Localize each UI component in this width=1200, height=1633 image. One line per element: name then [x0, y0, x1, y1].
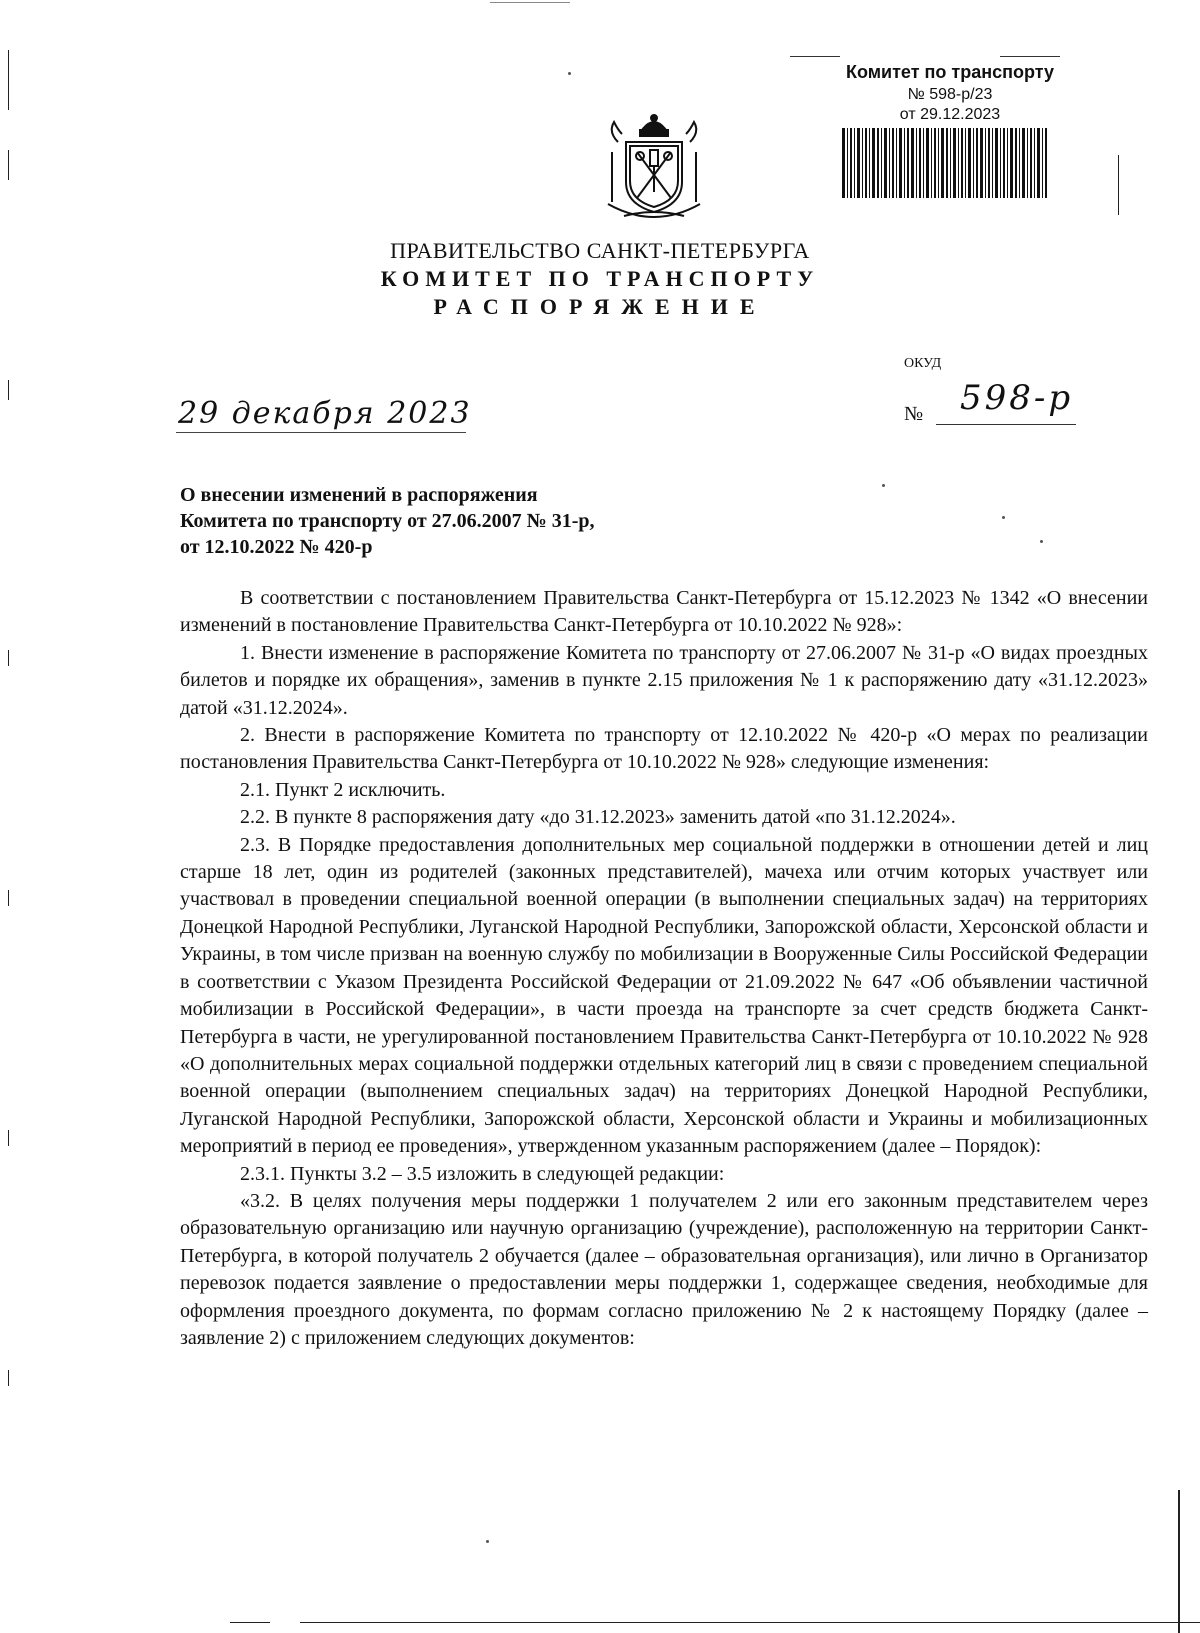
- paragraph: В соответствии с постановлением Правительства Санкт-Петербурга от 15.12.2023 № 1342 «О внесении изменений в постановление Правительства Санкт-Петербурга от 10.10.2022 № 928»:: [180, 587, 1148, 637]
- document-title: [180, 482, 595, 560]
- scan-artifact: [8, 380, 9, 400]
- paragraph: 2.3.1. Пункты 3.2 – 3.5 изложить в следующей редакции:: [240, 1162, 725, 1185]
- scan-artifact: [300, 1622, 1200, 1623]
- scan-artifact: [1118, 155, 1119, 215]
- paragraph: 2.3. В Порядке предоставления дополнительных мер социальной поддержки в отношении детей и лиц старше 18 лет, один из родителей (законных представителей), мачеха или отчим которых участвует или участвовал в проведении специальной военной операции (в выполнении специальных задач) на территориях Донецкой Народной Республики, Луганской Народной Республики, Запорожской области, Херсонской области и Украины, в том числе призван на военную службу по мобилизации в Вооруженные Силы Российской Федерации в соответствии с Указом Президента Российской Федерации от 21.09.2022 № 647 «Об объявлении частичной мобилизации в Российской Федерации», в части проезда на транспорте за счет средств бюджета Санкт-Петербурга в части, не урегулированной постановлением Правительства Санкт-Петербурга от 10.10.2022 № 928 «О дополнительных мерах социальной поддержки отдельных категорий лиц в связи с проведением специальной военной операции (выполнением специальных задач) на территориях Донецкой Народной Республики, Луганской Народной Республики, Запорожской области, Херсонской области и Украины и мобилизационных мероприятий в период ее проведения», утвержденном указанным распоряжением (далее – Порядок):: [180, 833, 1148, 1158]
- coat-of-arms-emblem: [604, 112, 704, 227]
- scan-artifact: [8, 650, 9, 666]
- document-type: РАСПОРЯЖЕНИЕ: [433, 294, 767, 319]
- scan-artifact: [1002, 516, 1005, 519]
- scan-artifact: [1040, 540, 1043, 543]
- scan-artifact: [882, 484, 885, 487]
- scan-artifact: [8, 1130, 9, 1146]
- registration-org: Комитет по транспорту: [845, 62, 1054, 82]
- scan-artifact: [490, 2, 570, 3]
- scan-artifact: [8, 50, 9, 110]
- registration-number: № 598-р/23: [907, 86, 993, 103]
- okud-label: ОКУД: [904, 356, 942, 371]
- document-body: [180, 585, 1148, 1352]
- title-line: О внесении изменений в распоряжения: [180, 484, 538, 506]
- scan-artifact: [1178, 1490, 1180, 1633]
- title-line: Комитета по транспорту от 27.06.2007 № 31-р,: [180, 510, 595, 532]
- paragraph: «3.2. В целях получения меры поддержки 1 получателем 2 или его законным представителем через образовательную организацию или научную организацию (учреждение), расположенную на территории Санкт-Петербурга, в которой получатель 2 обучается (далее – образовательная организация), или лично в Организатор перевозок подается заявление о предоставлении меры поддержки 1, содержащее сведения, необходимые для оформления проездного документа, по формам согласно приложению № 2 к настоящему Порядку (далее – заявление 2) с приложением следующих документов:: [180, 1189, 1148, 1349]
- paragraph: 2.1. Пункт 2 исключить.: [240, 778, 446, 801]
- scan-artifact: [486, 1540, 489, 1543]
- paragraph: 1. Внести изменение в распоряжение Комитета по транспорту от 27.06.2007 № 31-р «О видах проездных билетов и порядке их обращения», заменив в пункте 2.15 приложения № 1 к распоряжению дату «31.12.2023» датой «31.12.2024».: [180, 641, 1148, 719]
- title-line: от 12.10.2022 № 420-р: [180, 536, 373, 558]
- scan-artifact: [8, 890, 9, 906]
- number-sign: №: [904, 403, 924, 425]
- scan-artifact: [8, 150, 9, 180]
- committee-name: КОМИТЕТ ПО ТРАНСПОРТУ: [380, 266, 820, 291]
- barcode: [842, 128, 1047, 198]
- paragraph: 2. Внести в распоряжение Комитета по транспорту от 12.10.2022 № 420-р «О мерах по реализации постановления Правительства Санкт-Петербурга от 10.10.2022 № 928» следующие изменения:: [180, 724, 1148, 774]
- paragraph: 2.2. В пункте 8 распоряжения дату «до 31.12.2023» заменить датой «по 31.12.2024».: [240, 806, 956, 829]
- number-underline: [936, 424, 1076, 425]
- registration-date: от 29.12.2023: [899, 106, 1001, 123]
- handwritten-date: 29 декабря 2023: [178, 396, 472, 431]
- scan-artifact: [230, 1622, 270, 1623]
- government-name: ПРАВИТЕЛЬСТВО САНКТ-ПЕТЕРБУРГА: [390, 238, 810, 263]
- date-underline: [176, 432, 466, 433]
- scan-artifact: [568, 72, 571, 75]
- scan-artifact: [8, 1370, 9, 1386]
- handwritten-number: 598-р: [960, 378, 1074, 418]
